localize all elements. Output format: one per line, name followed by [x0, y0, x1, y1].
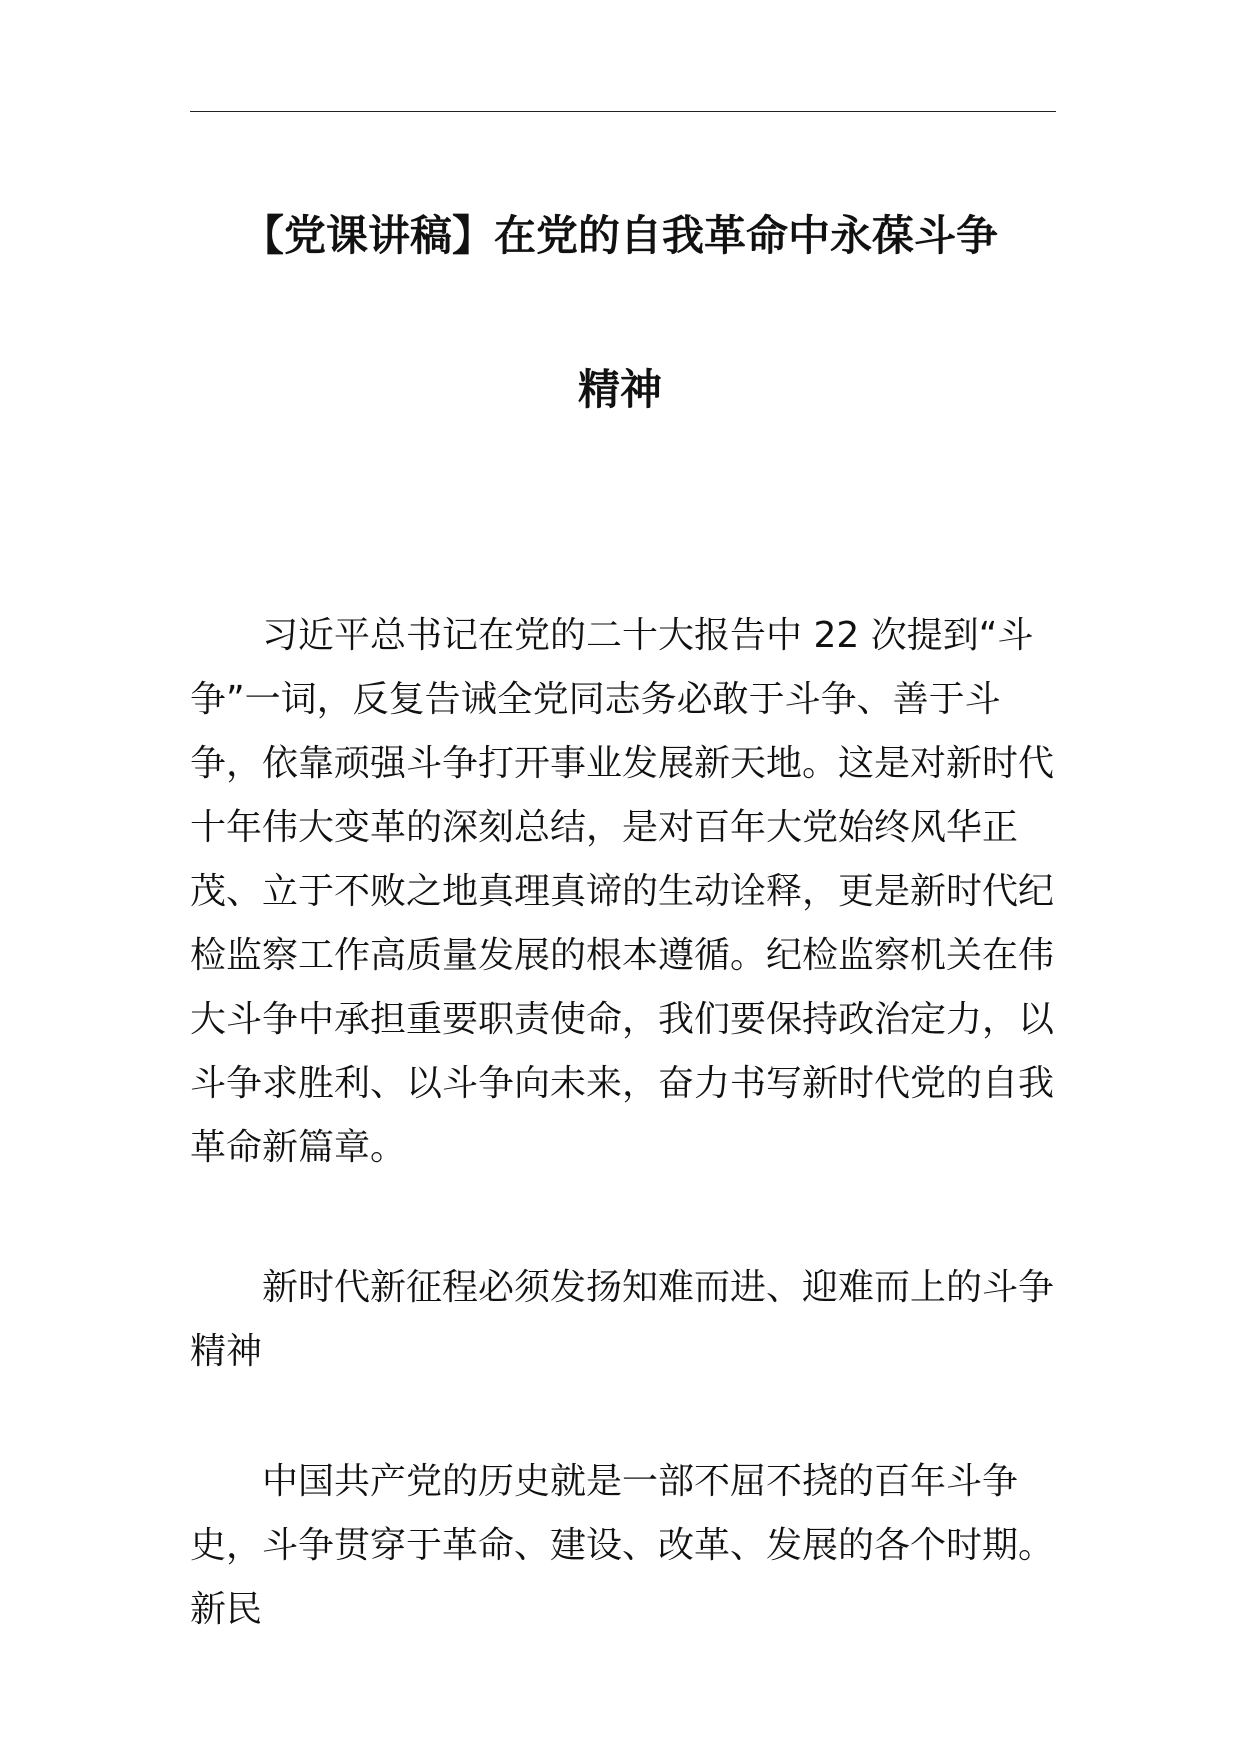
body-paragraph-intro: 习近平总书记在党的二十大报告中 22 次提到“斗争”一词，反复告诫全党同志务必敢于斗争、善于斗争，依靠顽强斗争打开事业发展新天地。这是对新时代十年伟大变革的深刻总结，是对百年大党始终风华正茂、立于不败之地真理真谛的生动诠释，更是新时代纪检监察工作高质量发展的根本遵循。纪检监察机关在伟大斗争中承担重要职责使命，我们要保持政治定力，以斗争求胜利、以斗争向未来，奋力书写新时代党的自我革命新篇章。 — [190, 615, 1055, 1168]
header-rule — [190, 111, 1056, 112]
document-title-line-2: 精神 — [577, 365, 662, 414]
document-title-line-1: 【党课讲稿】在党的自我革命中永葆斗争 — [241, 211, 998, 260]
body-paragraph-history: 中国共产党的历史就是一部不屈不挠的百年斗争史，斗争贯穿于革命、建设、改革、发展的各个时期。新民 — [190, 1461, 1055, 1630]
section-heading-paragraph: 新时代新征程必须发扬知难而进、迎难而上的斗争精神 — [190, 1267, 1055, 1372]
